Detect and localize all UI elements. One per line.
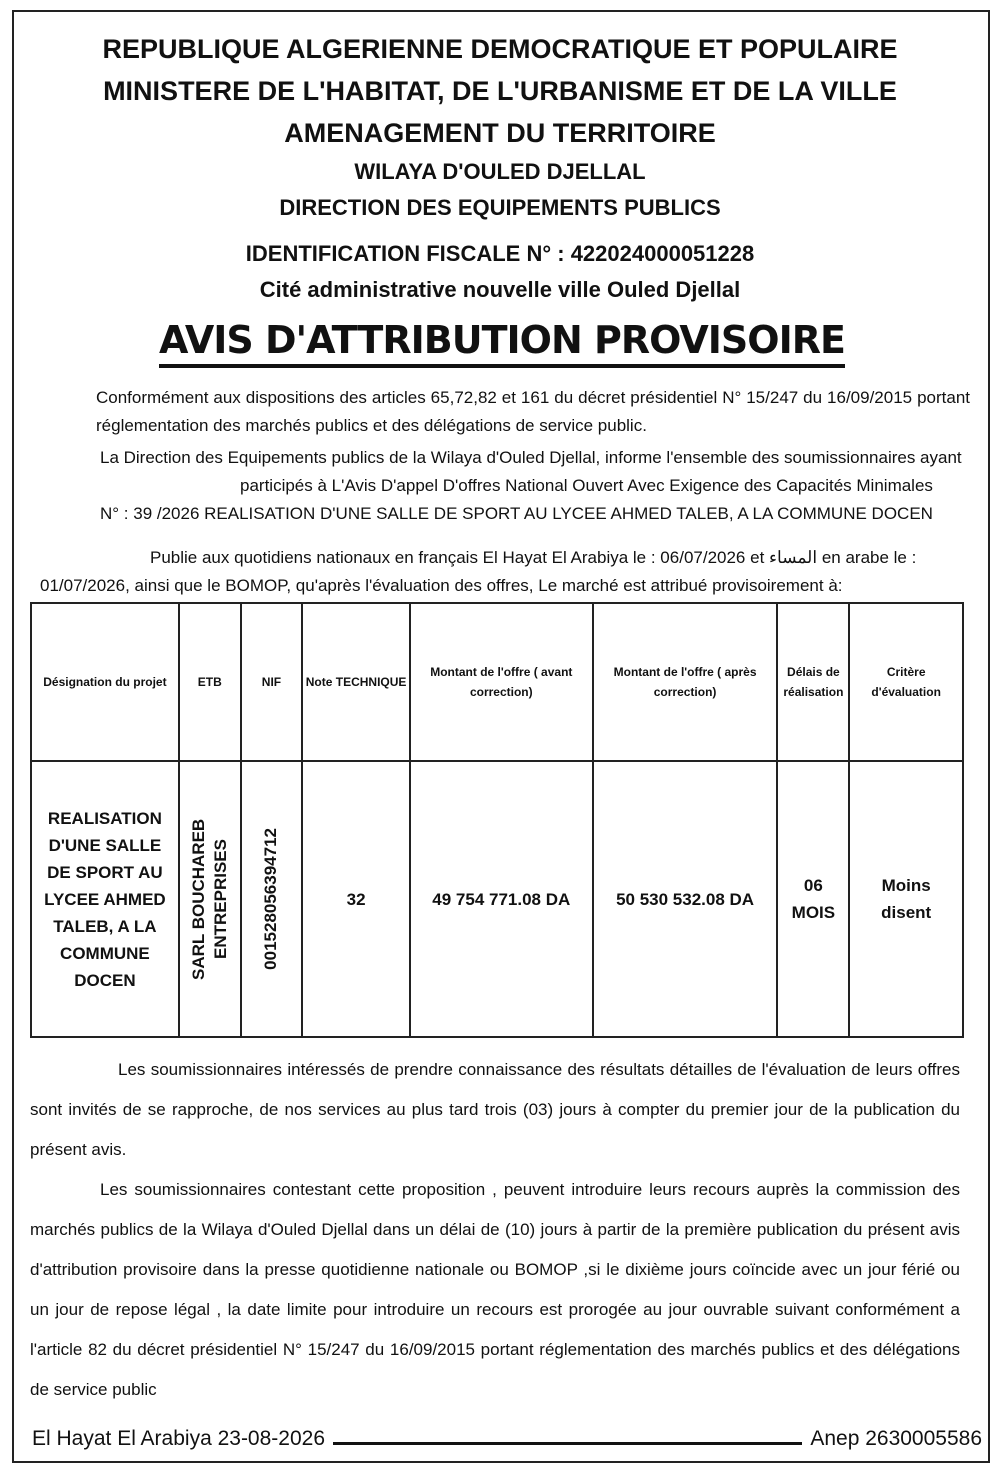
header-amenagement: AMENAGEMENT DU TERRITOIRE [284,118,716,148]
cell-designation: REALISATION D'UNE SALLE DE SPORT AU LYCEE AHMED TALEB, A LA COMMUNE DOCEN [31,761,179,1037]
notice-title-text: AVIS D'ATTRIBUTION PROVISOIRE [159,318,845,368]
col-etb: ETB [179,603,241,761]
cell-critere: Moins disent [849,761,963,1037]
footer-anep: Anep 2630005586 [810,1427,982,1450]
intro-paragraph-3a: Publie aux quotidiens nationaux en français El Hayat El Arabiya le : 06/07/2026 et المساء en arabe le : [150,548,917,567]
table-row [31,761,963,1037]
cell-etb [179,761,241,1037]
cell-nif-text: 001528056394712 [261,828,281,970]
cell-note: 32 [302,761,410,1037]
table-header-row [31,603,963,761]
col-montant-apres: Montant de l'offre ( après correction) [593,603,778,761]
col-delais: Délais de réalisation [777,603,849,761]
intro-block [40,384,970,600]
attribution-table [30,602,964,1038]
intro-paragraph-3b: 01/07/2026, ainsi que le BOMOP, qu'après l'évaluation des offres, Le marché est attribué provisoirement à: [40,576,843,595]
footer-line [32,1424,982,1454]
intro-paragraph-2a: La Direction des Equipements publics de la Wilaya d'Ouled Djellal, informe l'ensemble des soumissionnaires ayant [100,448,962,467]
closing-block [30,1050,960,1410]
footer-rule [333,1442,802,1445]
header-wilaya: WILAYA D'OULED DJELLAL [354,159,646,184]
notice-title [0,318,1004,362]
closing-paragraph-1: Les soumissionnaires intéressés de prendre connaissance des résultats détailles de l'évaluation de leurs offres sont invités de se rapproche, de nos services au plus tard trois (03) jours à compter du premier jour de la publication du présent avis. [30,1060,960,1159]
intro-paragraph-1: Conformément aux dispositions des articles 65,72,82 et 161 du décret présidentiel N° 15/247 du 16/09/2015 portant réglementation des marchés publics et des délégations de service public. [96,388,970,435]
cell-delais: 06 MOIS [777,761,849,1037]
col-note: Note TECHNIQUE [302,603,410,761]
intro-paragraph-2c: N° : 39 /2026 REALISATION D'UNE SALLE DE SPORT AU LYCEE AHMED TALEB, A LA COMMUNE DOCEN [100,504,933,523]
col-critere: Critère d'évaluation [849,603,963,761]
header-republic: REPUBLIQUE ALGERIENNE DEMOCRATIQUE ET POPULAIRE [102,34,898,64]
cell-montant-avant: 49 754 771.08 DA [410,761,593,1037]
header-address: Cité administrative nouvelle ville Ouled Djellal [259,277,741,302]
header-block [40,28,960,308]
header-ministry: MINISTERE DE L'HABITAT, DE L'URBANISME ET DE LA VILLE [103,76,897,106]
col-nif: NIF [241,603,303,761]
col-designation: Désignation du projet [31,603,179,761]
col-montant-avant: Montant de l'offre ( avant correction) [410,603,593,761]
cell-montant-apres: 50 530 532.08 DA [593,761,778,1037]
closing-paragraph-2: Les soumissionnaires contestant cette proposition , peuvent introduire leurs recours auprès la commission des marchés publics de la Wilaya d'Ouled Djellal dans un délai de (10) jours à partir de la première publication du présent avis d'attribution provisoire dans la presse quotidienne nationale ou BOMOP ,si le dixième jours coïncide avec un jour férié ou un jour de repose légal , la date limite pour introduire un recours est prorogée au jour ouvrable suivant conformément a l'article 82 du décret présidentiel N° 15/247 du 16/09/2015 portant réglementation des marchés publics et des délégations de service public [30,1180,960,1399]
intro-paragraph-2b: participés à L'Avis D'appel D'offres National Ouvert Avec Exigence des Capacités Minimales [240,476,933,495]
cell-nif [241,761,303,1037]
header-nif: IDENTIFICATION FISCALE N° : 422024000051228 [245,241,755,266]
header-direction: DIRECTION DES EQUIPEMENTS PUBLICS [279,195,721,220]
footer-newspaper: El Hayat El Arabiya 23-08-2026 [32,1427,326,1450]
cell-etb-text: SARL BOUCHAREB ENTREPRISES [188,818,230,980]
